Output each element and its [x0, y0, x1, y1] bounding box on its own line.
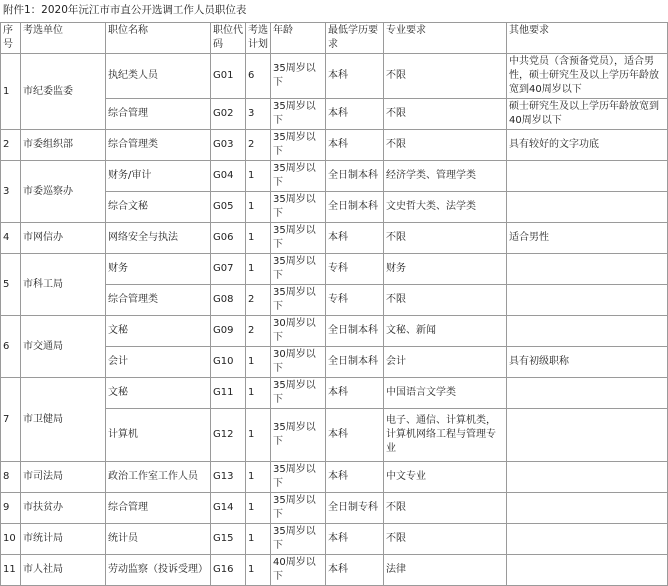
- header-plan: 考选计划: [246, 23, 271, 54]
- unit-cell: 市统计局: [21, 524, 106, 555]
- plan-cell: 1: [246, 524, 271, 555]
- age-cell: 35周岁以下: [271, 192, 326, 223]
- plan-cell: 1: [246, 347, 271, 378]
- unit-cell: 市卫健局: [21, 378, 106, 462]
- position-code-cell: G16: [211, 555, 246, 586]
- table-body: [1, 54, 668, 586]
- seq-cell: 11: [1, 555, 21, 586]
- header-education: 最低学历要求: [326, 23, 384, 54]
- other-cell: 具有初级职称: [507, 347, 668, 378]
- unit-cell: 市委组织部: [21, 130, 106, 161]
- plan-cell: 1: [246, 223, 271, 254]
- age-cell: 30周岁以下: [271, 347, 326, 378]
- table-row: [1, 130, 668, 161]
- position-name-cell: 文秘: [106, 378, 211, 409]
- position-name-cell: 综合管理: [106, 99, 211, 130]
- major-cell: 不限: [384, 285, 507, 316]
- education-cell: 本科: [326, 223, 384, 254]
- position-name-cell: 综合文秘: [106, 192, 211, 223]
- seq-cell: 8: [1, 462, 21, 493]
- education-cell: 全日制本科: [326, 161, 384, 192]
- age-cell: 35周岁以下: [271, 409, 326, 462]
- table-row: [1, 462, 668, 493]
- other-cell: [507, 316, 668, 347]
- plan-cell: 1: [246, 161, 271, 192]
- other-cell: [507, 254, 668, 285]
- plan-cell: 6: [246, 54, 271, 99]
- unit-cell: 市委巡察办: [21, 161, 106, 223]
- other-cell: [507, 192, 668, 223]
- position-name-cell: 财务/审计: [106, 161, 211, 192]
- age-cell: 35周岁以下: [271, 462, 326, 493]
- table-row: [1, 555, 668, 586]
- position-code-cell: G09: [211, 316, 246, 347]
- major-cell: 不限: [384, 223, 507, 254]
- table-row: [1, 161, 668, 192]
- position-code-cell: G11: [211, 378, 246, 409]
- table-row: [1, 54, 668, 99]
- unit-cell: 市扶贫办: [21, 493, 106, 524]
- age-cell: 30周岁以下: [271, 316, 326, 347]
- other-cell: [507, 524, 668, 555]
- seq-cell: 3: [1, 161, 21, 223]
- position-name-cell: 文秘: [106, 316, 211, 347]
- education-cell: 本科: [326, 524, 384, 555]
- major-cell: 文秘、新闻: [384, 316, 507, 347]
- header-seq: 序号: [1, 23, 21, 54]
- other-cell: [507, 161, 668, 192]
- major-cell: 会计: [384, 347, 507, 378]
- position-code-cell: G05: [211, 192, 246, 223]
- position-name-cell: 综合管理类: [106, 130, 211, 161]
- seq-cell: 4: [1, 223, 21, 254]
- table-row: [1, 316, 668, 347]
- other-cell: 硕士研究生及以上学历年龄放宽到40周岁以下: [507, 99, 668, 130]
- header-position-name: 职位名称: [106, 23, 211, 54]
- position-name-cell: 会计: [106, 347, 211, 378]
- age-cell: 35周岁以下: [271, 130, 326, 161]
- plan-cell: 1: [246, 409, 271, 462]
- position-name-cell: 计算机: [106, 409, 211, 462]
- seq-cell: 2: [1, 130, 21, 161]
- position-code-cell: G04: [211, 161, 246, 192]
- header-unit: 考选单位: [21, 23, 106, 54]
- position-code-cell: G12: [211, 409, 246, 462]
- age-cell: 40周岁以下: [271, 555, 326, 586]
- plan-cell: 1: [246, 254, 271, 285]
- other-cell: 适合男性: [507, 223, 668, 254]
- age-cell: 35周岁以下: [271, 223, 326, 254]
- seq-cell: 10: [1, 524, 21, 555]
- plan-cell: 1: [246, 493, 271, 524]
- header-major: 专业要求: [384, 23, 507, 54]
- major-cell: 不限: [384, 130, 507, 161]
- other-cell: [507, 493, 668, 524]
- major-cell: 不限: [384, 493, 507, 524]
- position-name-cell: 财务: [106, 254, 211, 285]
- plan-cell: 1: [246, 462, 271, 493]
- major-cell: 不限: [384, 99, 507, 130]
- position-code-cell: G14: [211, 493, 246, 524]
- other-cell: [507, 409, 668, 462]
- education-cell: 本科: [326, 130, 384, 161]
- position-code-cell: G07: [211, 254, 246, 285]
- plan-cell: 3: [246, 99, 271, 130]
- education-cell: 本科: [326, 409, 384, 462]
- position-code-cell: G15: [211, 524, 246, 555]
- position-table: [0, 22, 668, 586]
- header-row: [1, 23, 668, 54]
- unit-cell: 市纪委监委: [21, 54, 106, 130]
- seq-cell: 9: [1, 493, 21, 524]
- age-cell: 35周岁以下: [271, 99, 326, 130]
- unit-cell: 市科工局: [21, 254, 106, 316]
- table-caption: 附件1：2020年沅江市市直公开选调工作人员职位表: [3, 4, 247, 16]
- table-row: [1, 223, 668, 254]
- unit-cell: 市网信办: [21, 223, 106, 254]
- age-cell: 35周岁以下: [271, 254, 326, 285]
- major-cell: 电子、通信、计算机类，计算机网络工程与管理专业: [384, 409, 507, 462]
- plan-cell: 2: [246, 130, 271, 161]
- education-cell: 本科: [326, 99, 384, 130]
- table-row: [1, 378, 668, 409]
- age-cell: 35周岁以下: [271, 285, 326, 316]
- major-cell: 不限: [384, 54, 507, 99]
- position-name-cell: 综合管理类: [106, 285, 211, 316]
- position-name-cell: 劳动监察（投诉受理）: [106, 555, 211, 586]
- other-cell: [507, 378, 668, 409]
- plan-cell: 1: [246, 192, 271, 223]
- education-cell: 全日制本科: [326, 347, 384, 378]
- education-cell: 本科: [326, 555, 384, 586]
- seq-cell: 1: [1, 54, 21, 130]
- other-cell: 中共党员（含预备党员），适合男性，硕士研究生及以上学历年龄放宽到40周岁以下: [507, 54, 668, 99]
- education-cell: 全日制专科: [326, 493, 384, 524]
- position-code-cell: G02: [211, 99, 246, 130]
- unit-cell: 市人社局: [21, 555, 106, 586]
- position-code-cell: G13: [211, 462, 246, 493]
- major-cell: 不限: [384, 524, 507, 555]
- other-cell: [507, 555, 668, 586]
- plan-cell: 2: [246, 316, 271, 347]
- other-cell: [507, 285, 668, 316]
- age-cell: 35周岁以下: [271, 493, 326, 524]
- position-code-cell: G10: [211, 347, 246, 378]
- education-cell: 本科: [326, 54, 384, 99]
- age-cell: 35周岁以下: [271, 161, 326, 192]
- education-cell: 全日制本科: [326, 192, 384, 223]
- position-code-cell: G01: [211, 54, 246, 99]
- seq-cell: 7: [1, 378, 21, 462]
- education-cell: 本科: [326, 462, 384, 493]
- position-code-cell: G03: [211, 130, 246, 161]
- major-cell: 中国语言文学类: [384, 378, 507, 409]
- plan-cell: 2: [246, 285, 271, 316]
- table-row: [1, 254, 668, 285]
- major-cell: 财务: [384, 254, 507, 285]
- other-cell: [507, 462, 668, 493]
- seq-cell: 5: [1, 254, 21, 316]
- age-cell: 35周岁以下: [271, 378, 326, 409]
- header-other: 其他要求: [507, 23, 668, 54]
- education-cell: 全日制本科: [326, 316, 384, 347]
- plan-cell: 1: [246, 378, 271, 409]
- age-cell: 35周岁以下: [271, 524, 326, 555]
- plan-cell: 1: [246, 555, 271, 586]
- other-cell: 具有较好的文字功底: [507, 130, 668, 161]
- education-cell: 专科: [326, 285, 384, 316]
- major-cell: 法律: [384, 555, 507, 586]
- position-name-cell: 综合管理: [106, 493, 211, 524]
- unit-cell: 市交通局: [21, 316, 106, 378]
- position-name-cell: 政治工作室工作人员: [106, 462, 211, 493]
- header-age: 年龄: [271, 23, 326, 54]
- major-cell: 中文专业: [384, 462, 507, 493]
- education-cell: 专科: [326, 254, 384, 285]
- major-cell: 经济学类、管理学类: [384, 161, 507, 192]
- header-position-code: 职位代码: [211, 23, 246, 54]
- table-row: [1, 493, 668, 524]
- position-code-cell: G06: [211, 223, 246, 254]
- seq-cell: 6: [1, 316, 21, 378]
- unit-cell: 市司法局: [21, 462, 106, 493]
- table-row: [1, 524, 668, 555]
- position-name-cell: 网络安全与执法: [106, 223, 211, 254]
- position-name-cell: 统计员: [106, 524, 211, 555]
- major-cell: 文史哲大类、法学类: [384, 192, 507, 223]
- position-code-cell: G08: [211, 285, 246, 316]
- education-cell: 本科: [326, 378, 384, 409]
- position-name-cell: 执纪类人员: [106, 54, 211, 99]
- age-cell: 35周岁以下: [271, 54, 326, 99]
